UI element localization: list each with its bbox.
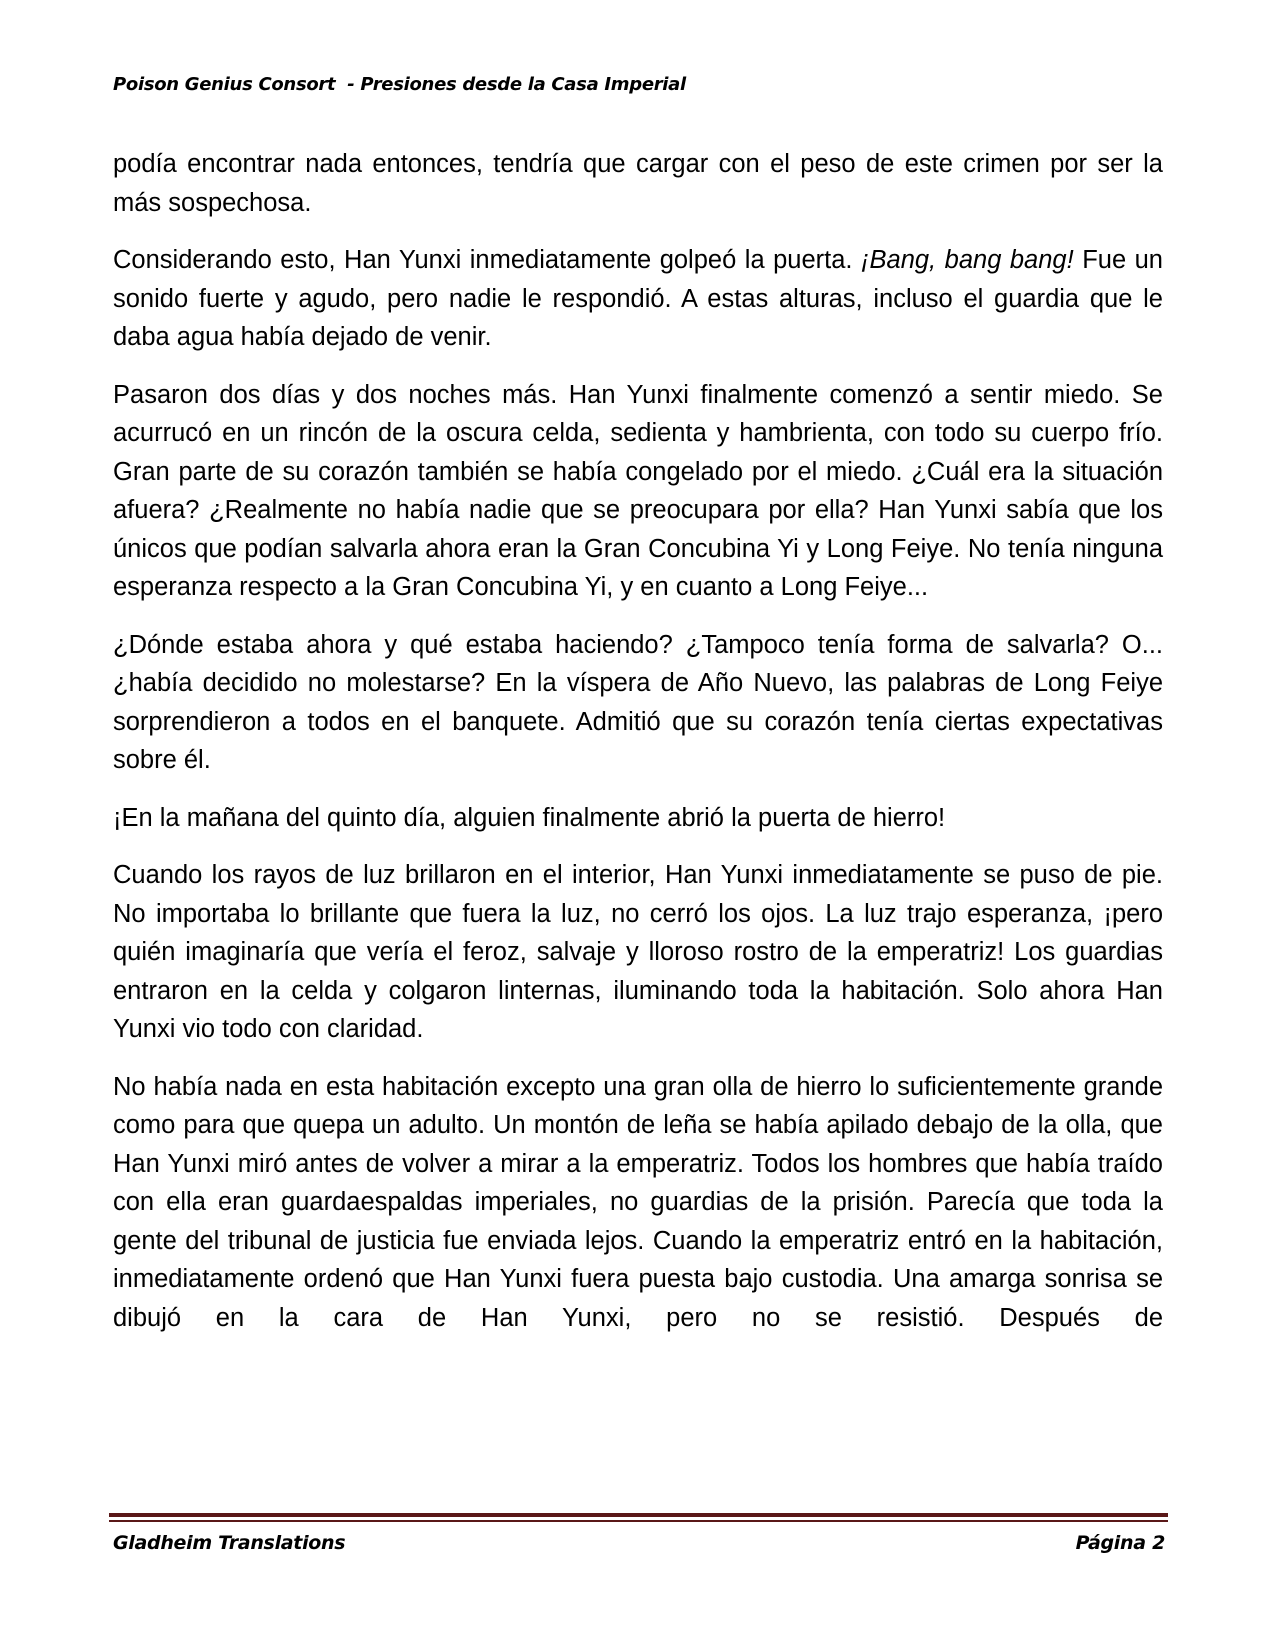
paragraph-3: Pasaron dos días y dos noches más. Han Yunxi finalmente comenzó a sentir miedo. Se acurrucó en un rincón de la oscura celda, sedienta y hambrienta, con todo su cuerpo frío. Gran parte de su corazón también se había congelado por el miedo. ¿Cuál era la situación afuera? ¿Realmente no había nadie que se preocupara por ella? Han Yunxi sabía que los únicos que podían salvarla ahora eran la Gran Concubina Yi y Long Feiye. No tenía ninguna esperanza respecto a la Gran Concubina Yi, y en cuanto a Long Feiye... bbox=[113, 380, 1163, 601]
paragraph-2 bbox=[113, 241, 1163, 357]
paragraph-2-text-start: Considerando esto, Han Yunxi inmediatamente golpeó la puerta. bbox=[113, 246, 862, 274]
paragraph-4: ¿Dónde estaba ahora y qué estaba haciendo? ¿Tampoco tenía forma de salvarla? O... ¿había decidido no molestarse? En la víspera de Año Nuevo, las palabras de Long Feiye sorprendieron a todos en el banquete. Admitió que su corazón tenía ciertas expectativas sobre él. bbox=[113, 630, 1163, 774]
footer-publisher: Gladheim Translations bbox=[113, 1532, 346, 1554]
page-number: Página 2 bbox=[1075, 1532, 1165, 1554]
footer-divider bbox=[109, 1513, 1168, 1517]
paragraph-7: No había nada en esta habitación excepto una gran olla de hierro lo suficientemente grande como para que quepa un adulto. Un montón de leña se había apilado debajo de la olla, que Han Yunxi miró antes de volver a mirar a la emperatriz. Todos los hombres que había traído con ella eran guardaespaldas imperiales, no guardias de la prisión. Parecía que toda la gente del tribunal de justicia fue enviada lejos. Cuando la emperatriz entró en la habitación, inmediatamente ordenó que Han Yunxi fuera puesta bajo custodia. Una amarga sonrisa se dibujó en la cara de Han Yunxi, pero no se resistió. Después de bbox=[113, 1072, 1163, 1332]
paragraph-6: Cuando los rayos de luz brillaron en el interior, Han Yunxi inmediatamente se puso de pie. No importaba lo brillante que fuera la luz, no cerró los ojos. La luz trajo esperanza, ¡pero quién imaginaría que vería el feroz, salvaje y lloroso rostro de la emperatriz! Los guardias entraron en la celda y colgaron linternas, iluminando toda la habitación. Solo ahora Han Yunxi vio todo con claridad. bbox=[113, 861, 1163, 1043]
paragraph-5: ¡En la mañana del quinto día, alguien finalmente abrió la puerta de hierro! bbox=[113, 803, 946, 832]
onomatopoeia-emphasis: ¡Bang, bang bang! bbox=[861, 246, 1074, 274]
paragraph-2-text-end: Fue un sonido fuerte y agudo, pero nadie le respondió. A estas alturas, incluso el guardia que le daba agua había dejado de venir. bbox=[113, 246, 1163, 351]
running-header: Poison Genius Consort - Presiones desde la Casa Imperial bbox=[113, 74, 686, 95]
page-body bbox=[113, 145, 1163, 1356]
paragraph-1: podía encontrar nada entonces, tendría que cargar con el peso de este crimen por ser la más sospechosa. bbox=[113, 150, 1163, 217]
footer-divider-thin bbox=[109, 1520, 1168, 1522]
